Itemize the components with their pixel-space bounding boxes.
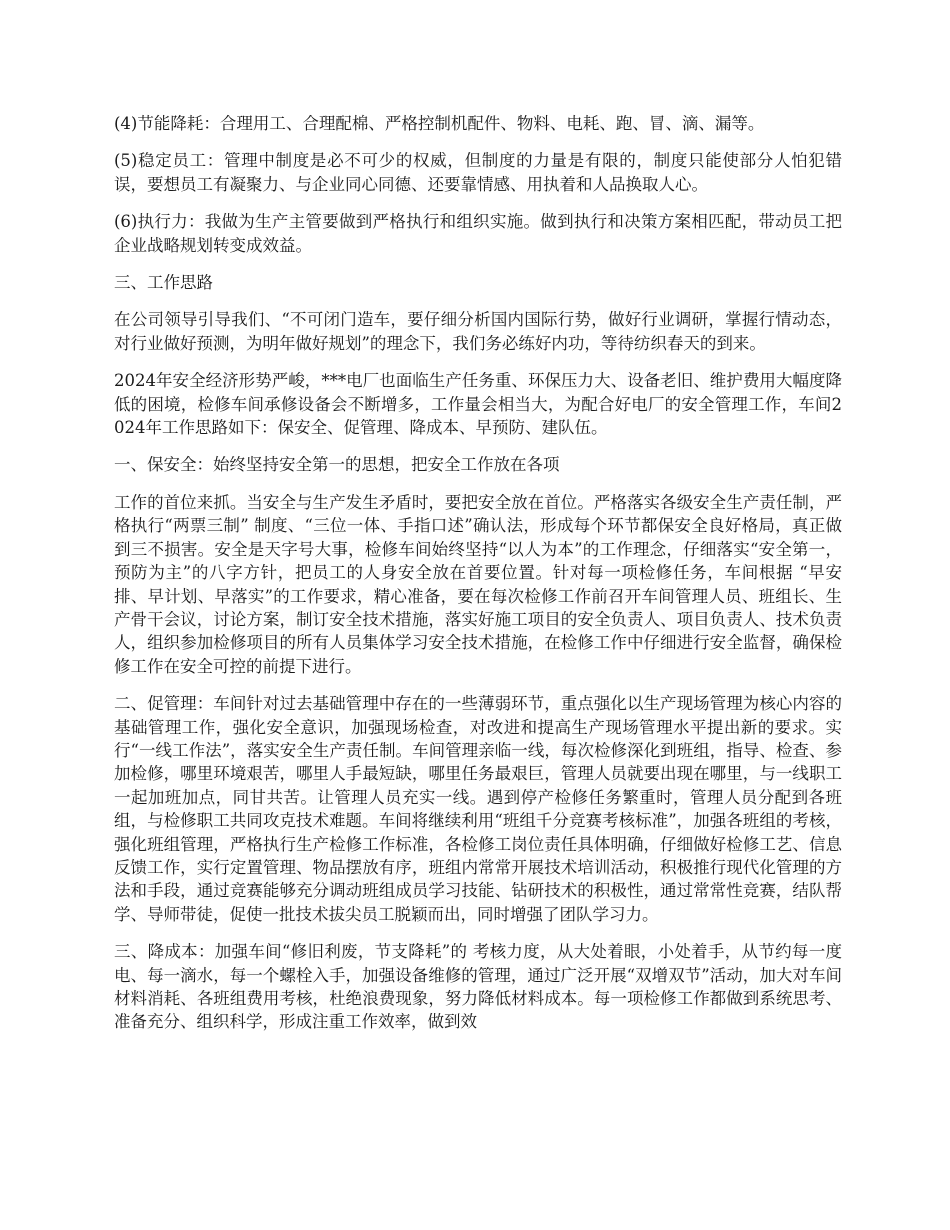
section-heading-work-ideas: 三、工作思路 — [114, 273, 213, 293]
paragraph-stable-staff: (5)稳定员工：管理中制度是必不可少的权威，但制度的力量是有限的，制度只能使部分人怕犯错误，要想员工有凝聚力、与企业同心同德、还要靠情感、用执着和人品换取人心。 — [114, 151, 842, 194]
paragraph-promote-management: 二、促管理：车间针对过去基础管理中存在的一些薄弱环节，重点强化以生产现场管理为核心内容的基础管理工作，强化安全意识，加强现场检查，对改进和提高生产现场管理水平提出新的要求。实行“一线工作法”，落实安全生产责任制。车间管理亲临一线，每次检修深化到班组，指导、检查、参加检修，哪里环境艰苦，哪里人手最短缺，哪里任务最艰巨，管理人员就要出现在哪里，与一线职工一起加班加点，同甘共苦。让管理人员充实一线。遇到停产检修任务繁重时，管理人员分配到各班组，与检修职工共同攻克技术难题。车间将继续利用“班组千分竞赛考核标准”，加强各班组的考核，强化班组管理，严格执行生产检修工作标准，各检修工岗位责任具体明确，仔细做好检修工艺、信息反馈工作，实行定置管理、物品摆放有序，班组内常常开展技术培训活动，积极推行现代化管理的方法和手段，通过竞赛能够充分调动班组成员学习技能、钻研技术的积极性，通过常常性竞赛，结队帮学、导师带徒，促使一批技术拔尖员工脱颖而出，同时增强了团队学习力。 — [114, 694, 842, 924]
paragraph-reduce-cost: 三、降成本：加强车间“修旧利废，节支降耗”的 考核力度，从大处着眼，小处着手，从节约每一度电、每一滴水，每一个螺栓入手，加强设备维修的管理，通过广泛开展“双增双节”活动，加大对车间材料消耗、各班组费用考核，杜绝浪费现象，努力降低材料成本。每一项检修工作都做到系统思考、准备充分、组织科学，形成注重工作效率，做到效 — [114, 942, 842, 1032]
paragraph-2024-outlook: 2024年安全经济形势严峻，***电厂也面临生产任务重、环保压力大、设备老旧、维护费用大幅度降低的困境，检修车间承修设备会不断增多，工作量会相当大，为配合好电厂的安全管理工作，车间2024年工作思路如下：保安全、促管理、降成本、早预防、建队伍。 — [114, 371, 842, 438]
paragraph-company-guidance: 在公司领导引导我们、“不可闭门造车，要仔细分析国内国际行势，做好行业调研，掌握行情动态，对行业做好预测，为明年做好规划”的理念下，我们务必练好内功，等待纺织春天的到来。 — [114, 310, 842, 353]
paragraph-energy-saving: (4)节能降耗：合理用工、合理配棉、严格控制机配件、物料、电耗、跑、冒、滴、漏等。 — [114, 114, 765, 133]
document-body — [114, 112, 842, 1048]
paragraph-safety-details: 工作的首位来抓。当安全与生产发生矛盾时，要把安全放在首位。严格落实各级安全生产责任制，严格执行“两票三制” 制度、“三位一体、手指口述”确认法，形成每个环节都保安全良好格局，真正做到三不损害。安全是天字号大事，检修车间始终坚持“以人为本”的工作理念，仔细落实“安全第一，预防为主”的八字方针，把员工的人身安全放在首要位置。针对每一项检修任务，车间根据 “早安排、早计划、早落实”的工作要求，精心准备，要在每次检修工作前召开车间管理人员、班组长、生产骨干会议，讨论方案，制订安全技术措施，落实好施工项目的安全负责人、项目负责人、技术负责人，组织参加检修项目的所有人员集体学习安全技术措施，在检修工作中仔细进行安全监督，确保检修工作在安全可控的前提下进行。 — [114, 492, 842, 676]
paragraph-execution: (6)执行力：我做为生产主管要做到严格执行和组织实施。做到执行和决策方案相匹配，带动员工把企业战略规划转变成效益。 — [114, 212, 842, 255]
heading-ensure-safety: 一、保安全：始终坚持安全第一的思想，把安全工作放在各项 — [114, 455, 560, 475]
